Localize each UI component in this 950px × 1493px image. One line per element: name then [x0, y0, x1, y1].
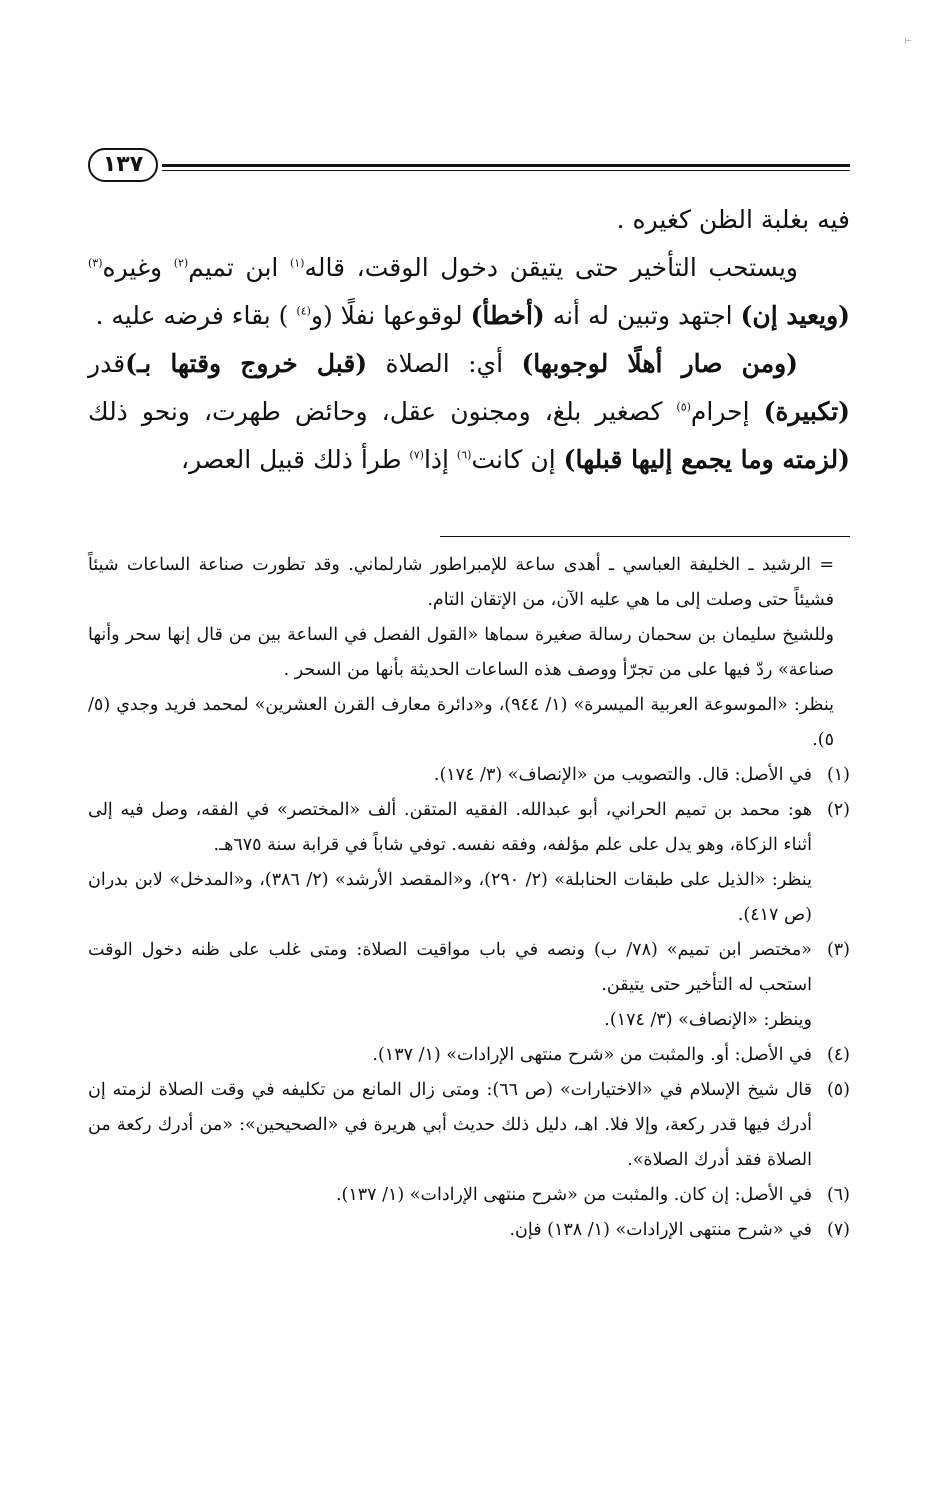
footnote-number: (٢)	[826, 800, 850, 820]
paragraph-2: ويستحب التأخير حتى يتيقن دخول الوقت، قاله$^{(١)}$ ابن تميم$^{(٢)}$ وغيره$^{(٣)}$ (ويعيد إن) اجتهد وتبين له أنه (أخطأ) لوقوعها نفلًا (و$^{(٤)}$ ) بقاء فرضه عليه .	[88, 253, 850, 330]
footnote-ref: (٢)	[173, 256, 189, 270]
footnotes	[88, 548, 850, 1248]
footnote-1: (١) في الأصل: قال. والتصويب من «الإنصاف» (٣/ ١٧٤).	[88, 758, 850, 793]
footnote-number: (٧)	[826, 1220, 850, 1240]
matn-text: (أخطأ)	[470, 301, 545, 330]
page-header	[88, 148, 850, 184]
main-text	[88, 196, 850, 484]
matn-text: (ويعيد إن)	[740, 301, 850, 330]
page-number-badge: ١٣٧	[88, 148, 158, 182]
footnote-number: (٥)	[826, 1080, 850, 1100]
matn-text: (ومن صار أهلًا لوجوبها)	[521, 349, 798, 378]
footnote-2-sources: ينظر: «الذيل على طبقات الحنابلة» (٢/ ٢٩٠)، و«المقصد الأرشد» (٢/ ٣٨٦)، و«المدخل» لابن بدران (ص ٤١٧).	[88, 870, 812, 925]
matn-text: (لزمته وما يجمع إليها قبلها)	[563, 445, 850, 474]
footnote-number: (١)	[826, 765, 850, 785]
footnote-7: (٧) في «شرح منتهى الإرادات» (١/ ١٣٨) فإن.	[88, 1213, 850, 1248]
footnote-ref: (٧)	[409, 448, 424, 462]
footnote-divider	[440, 536, 850, 537]
footnote-continuation: ينظر: «الموسوعة العربية الميسرة» (١/ ٩٤٤)، و«دائرة معارف القرن العشرين» لمحمد فريد وجدي (٥/ ٥).	[88, 695, 834, 750]
footnote-continuation: وللشيخ سليمان بن سحمان رسالة صغيرة سماها «القول الفصل في الساعة بين من قال إنها سحر وأنها صناعة» ردّ فيها على من تجرّأ ووصف هذه الساعات الحديثة بأنها من السحر .	[88, 625, 834, 680]
footnote-2: (٢) هو: محمد بن تميم الحراني، أبو عبدالله. الفقيه المتقن. ألف «المختصر» في الفقه، وصل فيه إلى أثناء الزكاة، وهو يدل على علم مؤلفه، وفقه نفسه. توفي شاباً في قرابة سنة ٦٧٥هـ.	[88, 793, 850, 863]
footnote-3: (٣) «مختصر ابن تميم» (٧٨/ ب) ونصه في باب مواقيت الصلاة: ومتى غلب على ظنه دخول الوقت استحب له التأخير حتى يتيقن.	[88, 933, 850, 1003]
footnote-continuation: = الرشيد ـ الخليفة العباسي ـ أهدى ساعة للإمبراطور شارلماني. وقد تطورت صناعة الساعات شيئاً فشيئاً حتى وصلت إلى ما هي عليه الآن، من الإتقان التام.	[88, 555, 834, 610]
footnote-number: (٣)	[826, 940, 850, 960]
footnote-number: (٦)	[826, 1185, 850, 1205]
footnote-ref: (١)	[289, 256, 305, 270]
footnote-ref: (٤)	[296, 304, 311, 318]
footnote-ref: (٣)	[88, 256, 103, 270]
header-rule-thin	[162, 170, 850, 171]
footnote-4: (٤) في الأصل: أو. والمثبت من «شرح منتهى الإرادات» (١/ ١٣٧).	[88, 1038, 850, 1073]
footnote-3-sources: وينظر: «الإنصاف» (٣/ ١٧٤).	[604, 1010, 812, 1030]
corner-crop-mark	[905, 38, 911, 44]
footnote-5: (٥) قال شيخ الإسلام في «الاختيارات» (ص ٦٦): ومتى زال المانع من تكليفه في وقت الصلاة لزمته إن أدرك فيها قدر ركعة، وإلا فلا. اهـ، دليل ذلك حديث أبي هريرة في «الصحيحين»: «من أدرك ركعة من الصلاة فقد أدرك الصلاة».	[88, 1073, 850, 1178]
footnote-ref: (٥)	[676, 400, 691, 414]
header-rule-thick	[162, 164, 850, 167]
footnote-number: (٤)	[826, 1045, 850, 1065]
matn-text: (تكبيرة)	[763, 397, 850, 426]
footnote-ref: (٦)	[456, 448, 472, 462]
paragraph-3: (ومن صار أهلًا لوجوبها) أي: الصلاة (قبل خروج وقتها بـ)قدر (تكبيرة) إحرام$^{(٥)}$ كصغير بلغ، ومجنون عقل، وحائض طهرت، ونحو ذلك (لزمته وما يجمع إليها قبلها) إن كانت$^{(٦)}$ إذا$^{(٧)}$ طرأ ذلك قبيل العصر،	[88, 349, 850, 474]
matn-text: (قبل خروج وقتها بـ)	[125, 349, 368, 378]
footnote-6: (٦) في الأصل: إن كان. والمثبت من «شرح منتهى الإرادات» (١/ ١٣٧).	[88, 1178, 850, 1213]
paragraph-1: فيه بغلبة الظن كغيره .	[616, 205, 850, 234]
